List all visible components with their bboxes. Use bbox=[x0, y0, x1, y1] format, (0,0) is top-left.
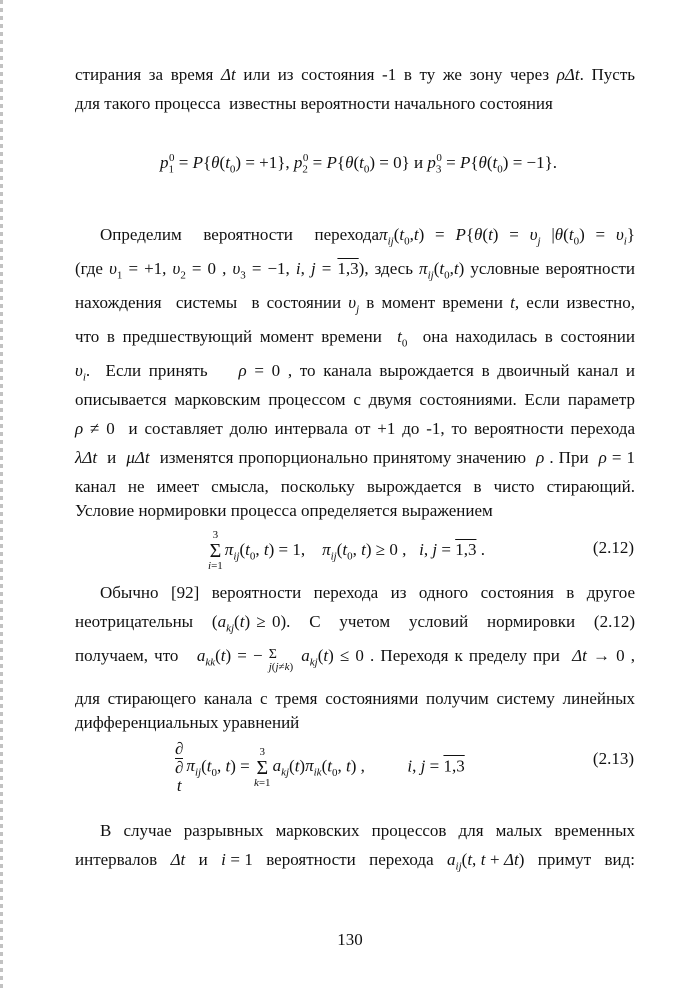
equation-differential: ∂ ∂ t $\pi_{ij}(t_0$, t) = 3 Σ k=1 $a_{kj}(t)\pi_{ik}(t_0$, t) , i, j = 1,3 bbox=[175, 739, 465, 795]
page-edge-dotted bbox=[0, 0, 3, 990]
text-line-17: дифференциальных уравнений bbox=[75, 713, 300, 732]
text-line-15: получаем, что $a_{kk}(t)$ = − Σ j(j≠k) $a_{kj}(t) \le 0$ . Переходя к пределу при Δt → 0 , bbox=[75, 646, 636, 673]
text-line-2: для такого процесса известны вероятности начального состояния bbox=[75, 94, 553, 113]
page-number: 130 bbox=[337, 930, 363, 949]
text-line-4: (где $\upsilon_1 = +1$, $\upsilon_2 = 0$ , $\upsilon_3 = -1$, i, j = 1,3), здесь $\pi_{ij}(t_0,t)$ условные вероятности bbox=[75, 259, 636, 282]
text-line-12: Условие нормировки процесса определяется выражением bbox=[75, 501, 493, 520]
text-line-7: $\upsilon_i$. Если принять ρ = 0 , то канала вырождается в двоичный канал и bbox=[75, 361, 635, 384]
text-line-16: для стирающего канала с тремя состояниями получим систему линейных bbox=[75, 689, 635, 708]
text-line-5: нахождения системы в состоянии $\upsilon_j$ в момент времени t, если известно, bbox=[75, 293, 635, 316]
text-line-11: канал не имеет смысла, поскольку вырождается в чисто стирающий. bbox=[75, 477, 635, 496]
text-line-6: что в предшествующий момент времени $t_0$ она находилась в состоянии bbox=[75, 327, 635, 350]
text-line-18: В случае разрывных марковских процессов для малых временных bbox=[100, 821, 635, 840]
equation-number-2-12: (2.12) bbox=[592, 538, 634, 557]
text-line-13: Обычно [92] вероятности перехода из одного состояния в другое bbox=[100, 583, 635, 602]
equation-normalization: 3 Σ i=1 $\pi_{ij}(t_0$, t) = 1, $\pi_{ij}(t_0$, t) ≥ 0 , i, j = 1,3 . bbox=[208, 529, 485, 572]
text-line-8: описывается марковским процессом с двумя состояниями. Если параметр bbox=[75, 390, 635, 409]
text-line-19: интервалов Δt и i = 1 вероятности перехода $a_{ij}(t$, t + Δt) примут вид: bbox=[75, 850, 636, 873]
text-line-14: неотрицательны $(a_{kj}(t) \ge 0)$. С учетом условий нормировки (2.12) bbox=[75, 612, 635, 635]
text-line-9: ρ ≠ 0 и составляет долю интервала от +1 до -1, то вероятности перехода bbox=[75, 419, 635, 438]
text-line-1: стирания за время Δt или из состояния -1 в ту же зону через ρΔt. Пусть bbox=[75, 65, 636, 84]
equation-initial-state: $p_1^0 = P\{\theta(t_0) = +1\}$, $p_2^0 = P\{\theta(t_0) = 0\}$ и $p_3^0 = P\{\theta(t_0) = -1\}$. bbox=[160, 152, 558, 176]
text-line-10: λΔt и μΔt изменятся пропорционально принятому значению ρ . При ρ = 1 bbox=[75, 448, 636, 467]
text-line-3: Определим вероятности $перехода\pi_{ij}(t_0,t) = P\{\theta(t) = \upsilon_j$ $|\theta(t_0) = \upsilon_i$} bbox=[100, 225, 636, 248]
equation-number-2-13: (2.13) bbox=[592, 749, 634, 768]
